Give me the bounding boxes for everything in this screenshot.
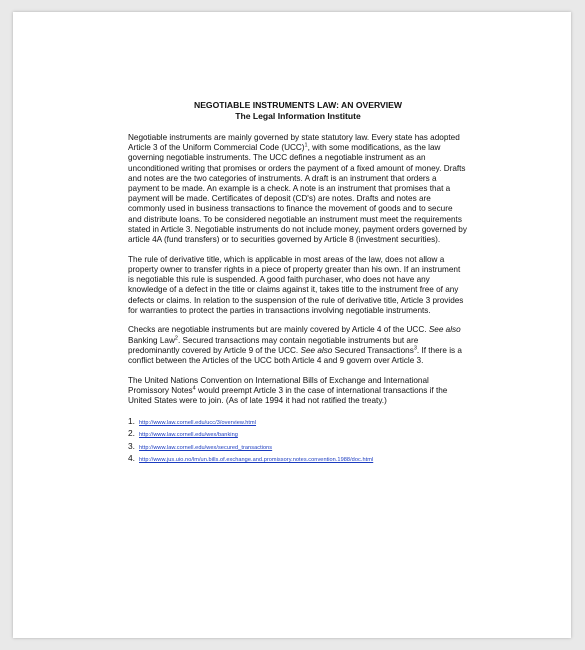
reference-number: 2. [128, 428, 135, 439]
reference-item [128, 416, 468, 429]
document-content [128, 100, 468, 466]
reference-link[interactable]: http://www.jus.uio.no/lm/un.bills.of.exchange.and.promissory.notes.convention.1988/doc.html [139, 457, 374, 464]
reference-link[interactable]: http://www.law.cornell.edu/wex/secured_transactions [139, 444, 273, 451]
reference-link[interactable]: http://www.law.cornell.edu/ucc/3/overview.html [139, 419, 257, 426]
document-subtitle: The Legal Information Institute [235, 110, 361, 121]
text-run: would preempt Article 3 in the case of international transactions if the United States were to join. (As of late 1994 it had not ratified the treaty.) [128, 385, 448, 406]
text-run: See also [300, 345, 333, 355]
text-run: Checks are negotiable instruments but are mainly covered by Article 4 of the UCC. [128, 325, 429, 335]
text-run: . If there is a conflict between the Articles of the UCC both Article 4 and 9 govern over Article 3. [128, 345, 462, 366]
text-run: See also [428, 325, 461, 335]
reference-item [128, 453, 468, 466]
reference-link[interactable]: http://www.law.cornell.edu/wex/banking [139, 432, 238, 439]
paragraph [128, 255, 468, 316]
paragraph [128, 133, 468, 245]
footnote-marker: 1 [304, 142, 308, 149]
reference-number: 4. [128, 453, 135, 464]
paragraph [128, 325, 468, 366]
reference-number: 1. [128, 415, 135, 426]
reference-item [128, 428, 468, 441]
footnote-marker: 2 [174, 334, 178, 341]
body-text [128, 133, 468, 406]
text-run: The United Nations Convention on International Bills of Exchange and International Promissory Notes [128, 375, 429, 395]
text-run: , with some modifications, as the law governing negotiable instruments. The UCC defines a negotiable instrument as an unconditioned writing that promises or orders the payment of a fixed amount of money. Drafts and notes are the two categories of instruments. A draft is an instrument that orders a payment to be made. An example is a check. A note is an instrument that promises that a payment will be made. Certificates of deposit (CD's) are notes. Drafts and notes are commonly used in business transactions to finance the movement of goods and to secure and distribute loans. To be considered negotiable an instrument must meet the requirements stated in Article 3. Negotiable instruments do not include money, payment orders governed by article 4A (fund transfers) or to securities governed by Article 8 (investment securities). [128, 143, 467, 245]
footnote-marker: 4 [192, 385, 196, 392]
reference-number: 3. [128, 440, 135, 451]
document-page [13, 12, 571, 638]
text-run: Banking Law [128, 335, 175, 345]
references-list [128, 416, 468, 466]
paragraph [128, 376, 468, 407]
text-run: The rule of derivative title, which is applicable in most areas of the law, does not allow a property owner to transfer rights in a piece of property greater than his own. If an instrument is negotiable this rule is suspended. A good faith purchaser, who does not have any knowledge of a defect in the title or claims against it, takes title to the instrument free of any defects or claims. In relation to the suspension of the rule of derivative title, Article 3 provides for warranties to protect the parties in transactions involving negotiable instruments. [128, 254, 464, 315]
text-run: . Secured transactions may contain negotiable instruments but are predominantly covered by Article 9 of the UCC. [128, 335, 419, 355]
footnote-marker: 3 [413, 345, 417, 352]
text-run: Negotiable instruments are mainly governed by state statutory law. Every state has adopted Article 3 of the Uniform Commercial Code (UCC) [128, 133, 460, 153]
reference-item [128, 441, 468, 454]
text-run: Secured Transactions [332, 345, 414, 355]
document-title: NEGOTIABLE INSTRUMENTS LAW: AN OVERVIEW [193, 100, 402, 110]
